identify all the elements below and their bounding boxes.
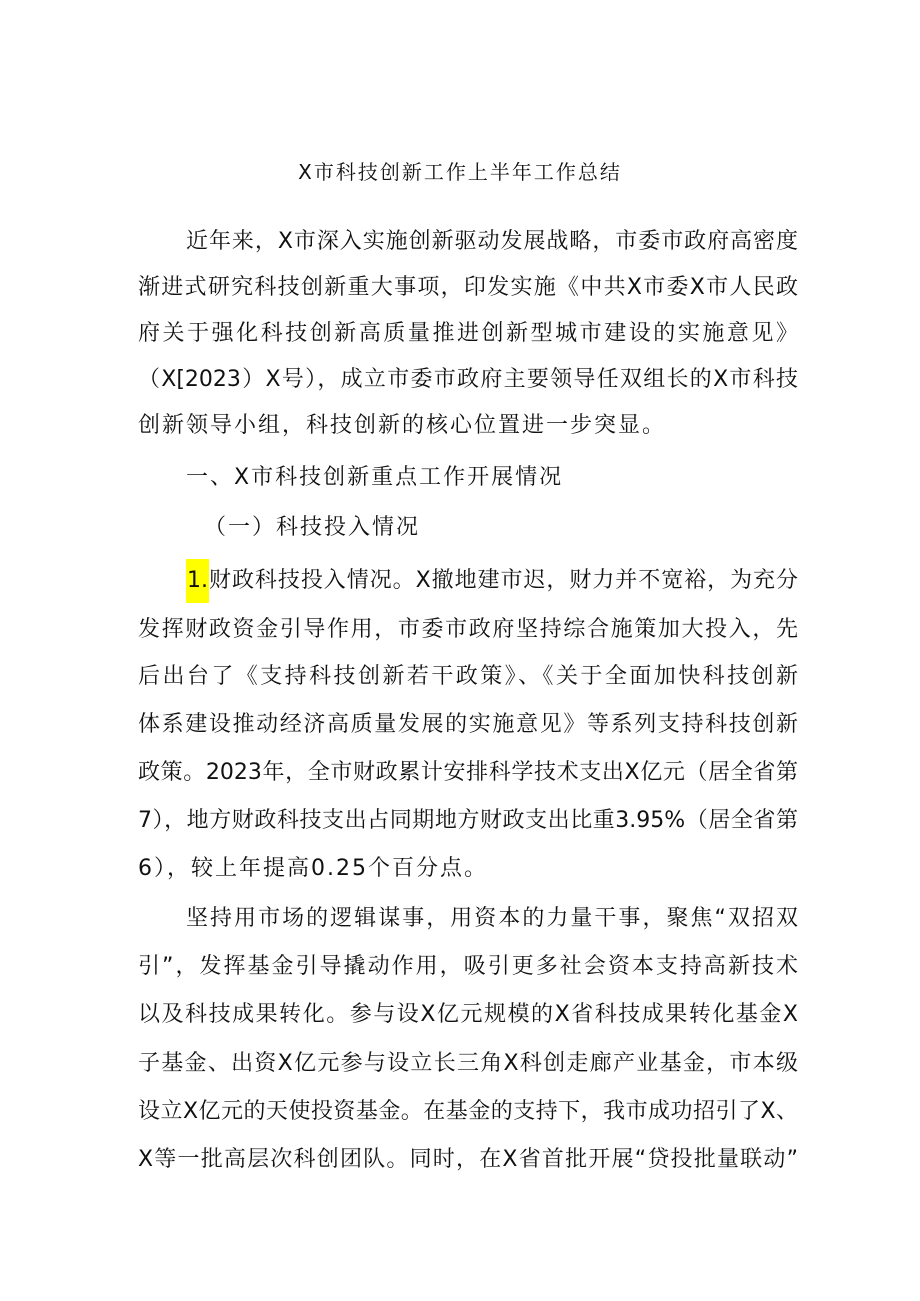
para1-line-1 bbox=[186, 565, 798, 597]
para2-line-2: 引”，发挥基金引导撬动作用，吸引更多社会资本支持高新技术 bbox=[138, 954, 798, 979]
para1-line-7: 6），较上年提高0.25个百分点。 bbox=[138, 856, 488, 881]
para2-line-6: X等一批高层次科创团队。同时，在X省首批开展“贷投批量联动” bbox=[138, 1147, 798, 1172]
para1-line-5: 政策。2023年，全市财政累计安排科学技术支出X亿元（居全省第 bbox=[138, 760, 798, 785]
para1-line-6: 7），地方财政科技支出占同期地方财政支出比重3.95%（居全省第 bbox=[138, 808, 798, 833]
para2-line-4: 子基金、出资X亿元参与设立长三角X科创走廊产业基金，市本级 bbox=[138, 1051, 798, 1076]
para1-line-1-text: 财政科技投入情况。X撤地建市迟，财力并不宽裕，为充分 bbox=[209, 568, 798, 593]
para2-line-1: 坚持用市场的逻辑谋事，用资本的力量干事，聚焦“双招双 bbox=[186, 906, 798, 931]
intro-line-2: 渐进式研究科技创新重大事项，印发实施《中共X市委X市人民政 bbox=[138, 275, 798, 300]
intro-line-5: 创新领导小组，科技创新的核心位置进一步突显。 bbox=[138, 413, 667, 438]
para2-line-5: 设立X亿元的天使投资基金。在基金的支持下，我市成功招引了X、 bbox=[138, 1099, 798, 1124]
para1-line-4: 体系建设推动经济高质量发展的实施意见》等系列支持科技创新 bbox=[138, 712, 798, 737]
highlighted-list-marker: 1. bbox=[186, 559, 209, 603]
intro-line-3: 府关于强化科技创新高质量推进创新型城市建设的实施意见》 bbox=[138, 321, 798, 346]
subsection-heading: （一）科技投入情况 bbox=[204, 515, 421, 540]
para1-line-2: 发挥财政资金引导作用，市委市政府坚持综合施策加大投入，先 bbox=[138, 617, 798, 642]
document-title: X市科技创新工作上半年工作总结 bbox=[298, 160, 622, 184]
section-heading: 一、X市科技创新重点工作开展情况 bbox=[186, 465, 564, 490]
para2-line-3: 以及科技成果转化。参与设X亿元规模的X省科技成果转化基金X bbox=[138, 1002, 798, 1027]
para1-line-3: 后出台了《支持科技创新若干政策》、《关于全面加快科技创新 bbox=[138, 664, 798, 689]
intro-line-4: （X[2023）X号），成立市委市政府主要领导任双组长的X市科技 bbox=[138, 367, 798, 392]
intro-line-1: 近年来，X市深入实施创新驱动发展战略，市委市政府高密度 bbox=[186, 229, 798, 254]
